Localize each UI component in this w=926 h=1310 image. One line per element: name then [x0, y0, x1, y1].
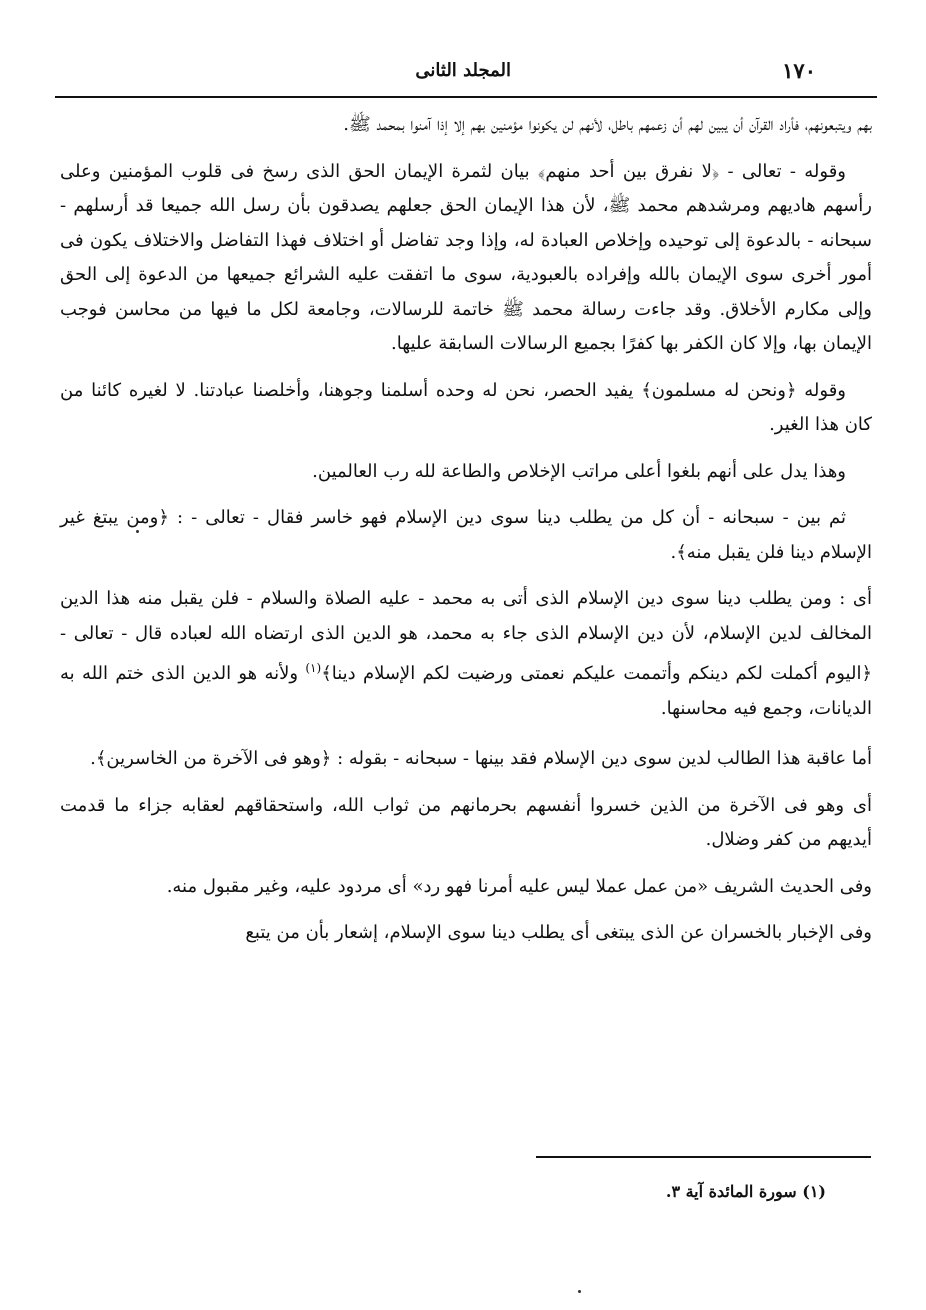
paragraph: وقوله - تعالى - ﴿لا نفرق بين أحد منهم﴾ بيان لثمرة الإيمان الحق الذى رسخ فى قلوب المؤمنين وعلى رأسهم هاديهم ومرشدهم محمد ﷺ، لأن هذا الإيمان الحق جعلهم يصدقون بأن رسل الله جميعا قد أرسلهم - سبحانه - بالدعوة إلى توحيده وإخلاص العبادة له، وإذا وجد تفاضل أو اختلاف فهذا التفاضل والاختلاف يكون فى أمور أخرى سوى الإيمان بالله وإفراده بالعبودية، سوى ما اتفقت عليه الشرائع جميعها من الدعوة إلى الحق وإلى مكارم الأخلاق. وقد جاءت رسالة محمد ﷺ خاتمة للرسالات، وجامعة لكل ما فيها من محاسن فوجب الإيمان بها، وإلا كان الكفر بها كفرًا بجميع الرسالات السابقة عليها. [60, 160, 872, 354]
page-header [55, 58, 871, 92]
scan-speck [578, 1290, 581, 1293]
paragraph: وقوله ﴿ونحن له مسلمون﴾ يفيد الحصر، نحن له وحده أسلمنا وجوهنا، وأخلصنا عبادتنا. لا لغيره كائنا من كان هذا الغير. [60, 379, 872, 435]
paragraph: أما عاقبة هذا الطالب لدين سوى دين الإسلام فقد بينها - سبحانه - بقوله : ﴿وهو فى الآخرة من الخاسرين﴾. [90, 748, 872, 769]
page-number: ١٧٠ [782, 58, 816, 83]
footnote-reference: (١) [305, 661, 322, 675]
running-title: المجلد الثانى [415, 60, 511, 81]
scan-speck [136, 530, 139, 533]
paragraph-text: أى : ومن يطلب دينا سوى دين الإسلام الذى أتى به محمد - عليه الصلاة والسلام - فلن يقبل منه هذا الدين المخالف لدين الإسلام، لأن دين الإسلام الذى جاء به محمد، هو الدين الذى ارتضاه الله لعباده قال - تعالى - ﴿اليوم أكملت لكم دينكم وأتممت عليكم نعمتى ورضيت لكم الإسلام دينا﴾ [60, 588, 872, 684]
paragraph: ثم بين - سبحانه - أن كل من يطلب دينا سوى دين الإسلام فهو خاسر فقال - تعالى - : ﴿ومن يبتغ غير الإسلام دينا فلن يقبل منه﴾. [60, 507, 872, 563]
paragraph: بهم ويتبعونهم، فأراد القرآن أن يبين لهم أن زعمهم باطل، لأنهم لن يكونوا مؤمنين بهم إلا إذا آمنوا بمحمد ﷺ. [343, 114, 872, 135]
paragraph-text: ولأنه هو الدين الذى ختم الله به الديانات، وجمع فيه محاسنها. [60, 663, 872, 719]
paragraph: وفى الحديث الشريف «من عمل عملا ليس عليه أمرنا فهو رد» أى مردود عليه، وغير مقبول منه. [166, 875, 872, 897]
paragraph: وهذا يدل على أنهم بلغوا أعلى مراتب الإخلاص والطاعة لله رب العالمين. [312, 460, 846, 482]
footnote-rule [536, 1156, 871, 1158]
body-text [60, 108, 872, 963]
paragraph: وفى الإخبار بالخسران عن الذى يبتغى أى يطلب دينا سوى الإسلام، إشعار بأن من يتبع [245, 922, 872, 943]
footnote: (١) سورة المائدة آية ٣. [665, 1182, 826, 1201]
header-rule [55, 96, 877, 98]
paragraph: أى وهو فى الآخرة من الذين خسروا أنفسهم بحرمانهم من ثواب الله، واستحقاقهم لعقابه جزاء ما قدمت أيديهم من كفر وضلال. [60, 794, 872, 850]
paragraph [60, 582, 872, 726]
